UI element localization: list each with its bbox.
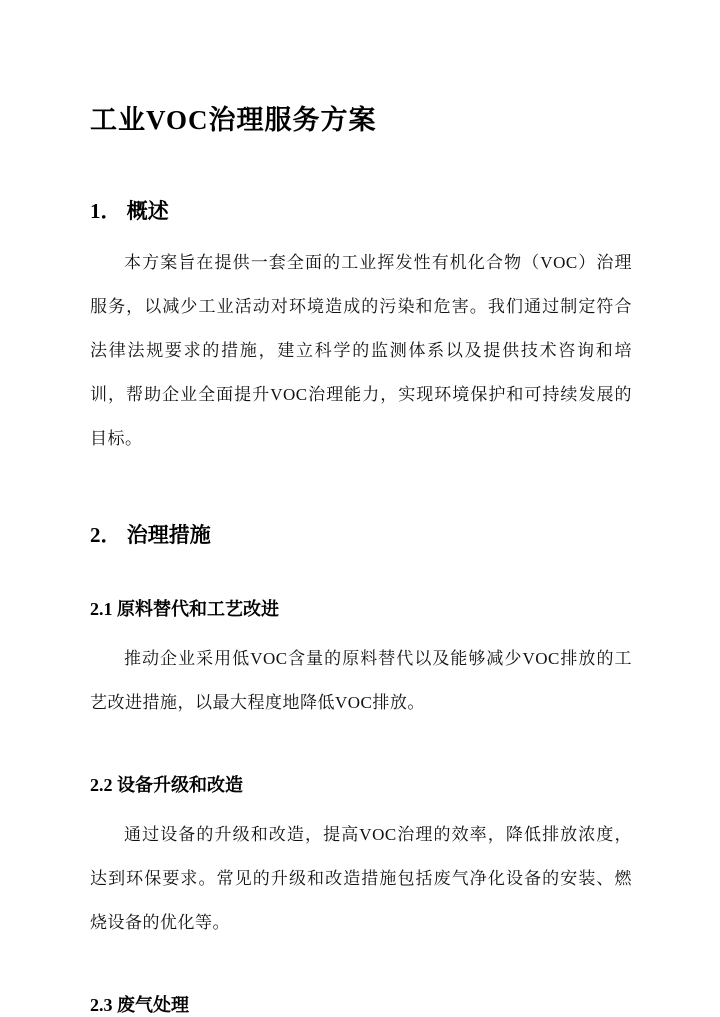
section-heading-overview: 1． 概述 <box>90 199 169 223</box>
material-substitution-paragraph: 推动企业采用低VOC含量的原料替代以及能够减少VOC排放的工艺改进措施，以最大程度地降低VOC排放。 <box>90 649 632 712</box>
section-heading-measures: 2． 治理措施 <box>90 523 211 547</box>
subsection-heading-material-substitution: 2.1 原料替代和工艺改进 <box>90 599 279 619</box>
overview-paragraph: 本方案旨在提供一套全面的工业挥发性有机化合物（VOC）治理服务，以减少工业活动对环境造成的污染和危害。我们通过制定符合法律法规要求的措施，建立科学的监测体系以及提供技术咨询和培训，帮助企业全面提升VOC治理能力，实现环境保护和可持续发展的目标。 <box>90 253 632 448</box>
subsection-heading-waste-gas-treatment: 2.3 废气处理 <box>90 995 189 1015</box>
document-title: 工业VOC治理服务方案 <box>90 105 377 135</box>
subsection-heading-equipment-upgrade: 2.2 设备升级和改造 <box>90 775 243 795</box>
equipment-upgrade-paragraph: 通过设备的升级和改造，提高VOC治理的效率，降低排放浓度，达到环保要求。常见的升级和改造措施包括废气净化设备的安装、燃烧设备的优化等。 <box>90 825 632 932</box>
